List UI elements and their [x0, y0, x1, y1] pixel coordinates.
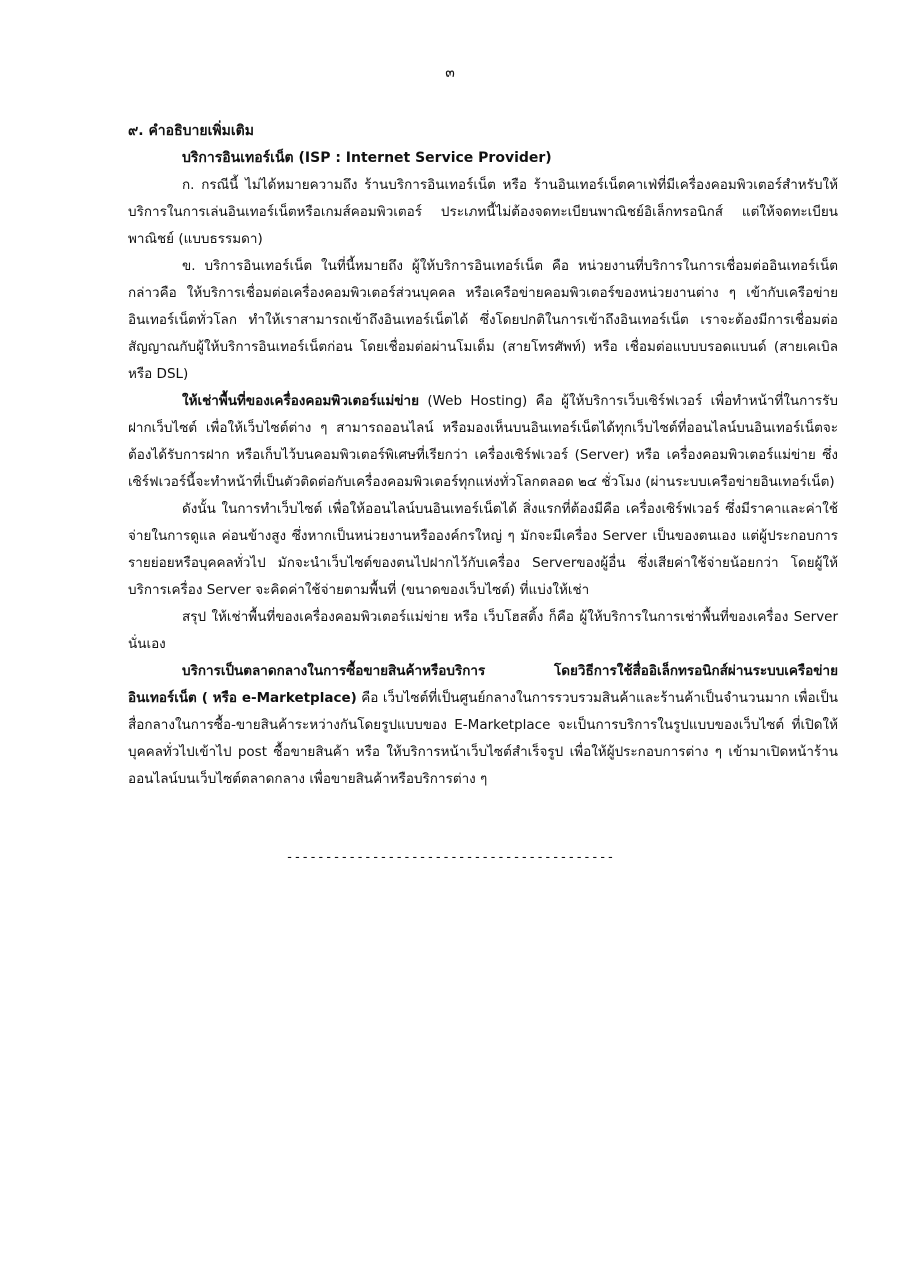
section-heading: ๙. คำอธิบายเพิ่มเติม — [128, 123, 254, 139]
paragraph-ka: ก. กรณีนี้ ไม่ได้หมายความถึง ร้านบริการอินเทอร์เน็ต หรือ ร้านอินเทอร์เน็ตคาเฟ่ที่มีเครื่องคอมพิวเตอร์สำหรับให้บริการในการเล่นอินเทอร์เน็ตหรือเกมส์คอมพิวเตอร์ ประเภทนี้ไม่ต้องจดทะเบียนพาณิชย์อิเล็กทรอนิกส์ แต่ให้จดทะเบียนพาณิชย์ (แบบธรรมดา) — [128, 177, 838, 247]
isp-heading: บริการอินเทอร์เน็ต (ISP : Internet Service Provider) — [182, 150, 552, 166]
document-body — [128, 118, 838, 793]
paragraph-kho: ข. บริการอินเทอร์เน็ต ในที่นี้หมายถึง ผู้ให้บริการอินเทอร์เน็ต คือ หน่วยงานที่บริการในการเชื่อมต่ออินเทอร์เน็ต กล่าวคือ ให้บริการเชื่อมต่อเครื่องคอมพิวเตอร์ส่วนบุคคล หรือเครือข่ายคอมพิวเตอร์ของหน่วยงานต่าง ๆ เข้ากับเครือข่ายอินเทอร์เน็ตทั่วโลก ทำให้เราสามารถเข้าถึงอินเทอร์เน็ตได้ ซึ่งโดยปกติในการเข้าถึงอินเทอร์เน็ต เราจะต้องมีการเชื่อมต่อสัญญาณกับผู้ให้บริการอินเทอร์เน็ตก่อน โดยเชื่อมต่อผ่านโมเด็ม (สายโทรศัพท์) หรือ เชื่อมต่อแบบบรอดแบนด์ (สายเคเบิล หรือ DSL) — [128, 258, 838, 382]
web-hosting-term: ให้เช่าพื้นที่ของเครื่องคอมพิวเตอร์แม่ข่าย — [182, 393, 419, 409]
paragraph-summary: สรุป ให้เช่าพื้นที่ของเครื่องคอมพิวเตอร์แม่ข่าย หรือ เว็บโฮสติ้ง ก็คือ ผู้ให้บริการในการเช่าพื้นที่ของเครื่อง Server นั่นเอง — [128, 609, 838, 652]
paragraph-e-marketplace — [128, 658, 838, 793]
web-hosting-definition: (Web Hosting) คือ ผู้ให้บริการเว็บเซิร์ฟเวอร์ เพื่อทำหน้าที่ในการรับฝากเว็บไซต์ เพื่อให้เว็บไซต์ต่าง ๆ สามารถออนไลน์ หรือมองเห็นบนอินเทอร์เน็ตได้ทุกเว็บไซต์ที่ออนไลน์บนอินเทอร์เน็ตจะต้องได้รับการฝาก หรือเก็บไว้บนคอมพิวเตอร์พิเศษที่เรียกว่า เครื่องเซิร์ฟเวอร์ (Server) หรือ เครื่องคอมพิวเตอร์แม่ข่าย ซึ่งเซิร์ฟเวอร์นี้จะทำหน้าที่เป็นตัวติดต่อกับเครื่องคอมพิวเตอร์ทุกแห่งทั่วโลกตลอด ๒๔ ชั่วโมง (ผ่านระบบเครือข่ายอินเทอร์เน็ต) — [128, 393, 838, 490]
page-number: ๓ — [445, 65, 455, 81]
paragraph-web-hosting — [128, 388, 838, 496]
end-divider: ------------------------------------------ — [285, 850, 615, 865]
e-marketplace-definition: คือ เว็บไซต์ที่เป็นศูนย์กลางในการรวบรวมสินค้าและร้านค้าเป็นจำนวนมาก เพื่อเป็นสื่อกลางในการซื้อ-ขายสินค้าระหว่างกันโดยรูปแบบของ E-Marketplace จะเป็นการบริการในรูปแบบของเว็บไซต์ ที่เปิดให้บุคคลทั่วไปเข้าไป post ซื้อขายสินค้า หรือ ให้บริการหน้าเว็บไซต์สำเร็จรูป เพื่อให้ผู้ประกอบการต่าง ๆ เข้ามาเปิดหน้าร้านออนไลน์บนเว็บไซต์ตลาดกลาง เพื่อขายสินค้าหรือบริการต่าง ๆ — [128, 690, 838, 787]
e-marketplace-term: บริการเป็นตลาดกลางในการซื้อขายสินค้าหรือบริการ โดยวิธีการใช้สื่ออิเล็กทรอนิกส์ผ่านระบบเครือข่ายอินเทอร์เน็ต ( หรือ e-Marketplace) — [128, 663, 838, 706]
paragraph-therefore: ดังนั้น ในการทำเว็บไซต์ เพื่อให้ออนไลน์บนอินเทอร์เน็ตได้ สิ่งแรกที่ต้องมีคือ เครื่องเซิร์ฟเวอร์ ซึ่งมีราคาและค่าใช้จ่ายในการดูแล ค่อนข้างสูง ซึ่งหากเป็นหน่วยงานหรือองค์กรใหญ่ ๆ มักจะมีเครื่อง Server เป็นของตนเอง แต่ผู้ประกอบการรายย่อยหรือบุคคลทั่วไป มักจะนำเว็บไซต์ของตนไปฝากไว้กับเครื่อง Serverของผู้อื่น ซึ่งเสียค่าใช้จ่ายน้อยกว่า โดยผู้ให้บริการเครื่อง Server จะคิดค่าใช้จ่ายตามพื้นที่ (ขนาดของเว็บไซต์) ที่แบ่งให้เช่า — [128, 501, 838, 598]
